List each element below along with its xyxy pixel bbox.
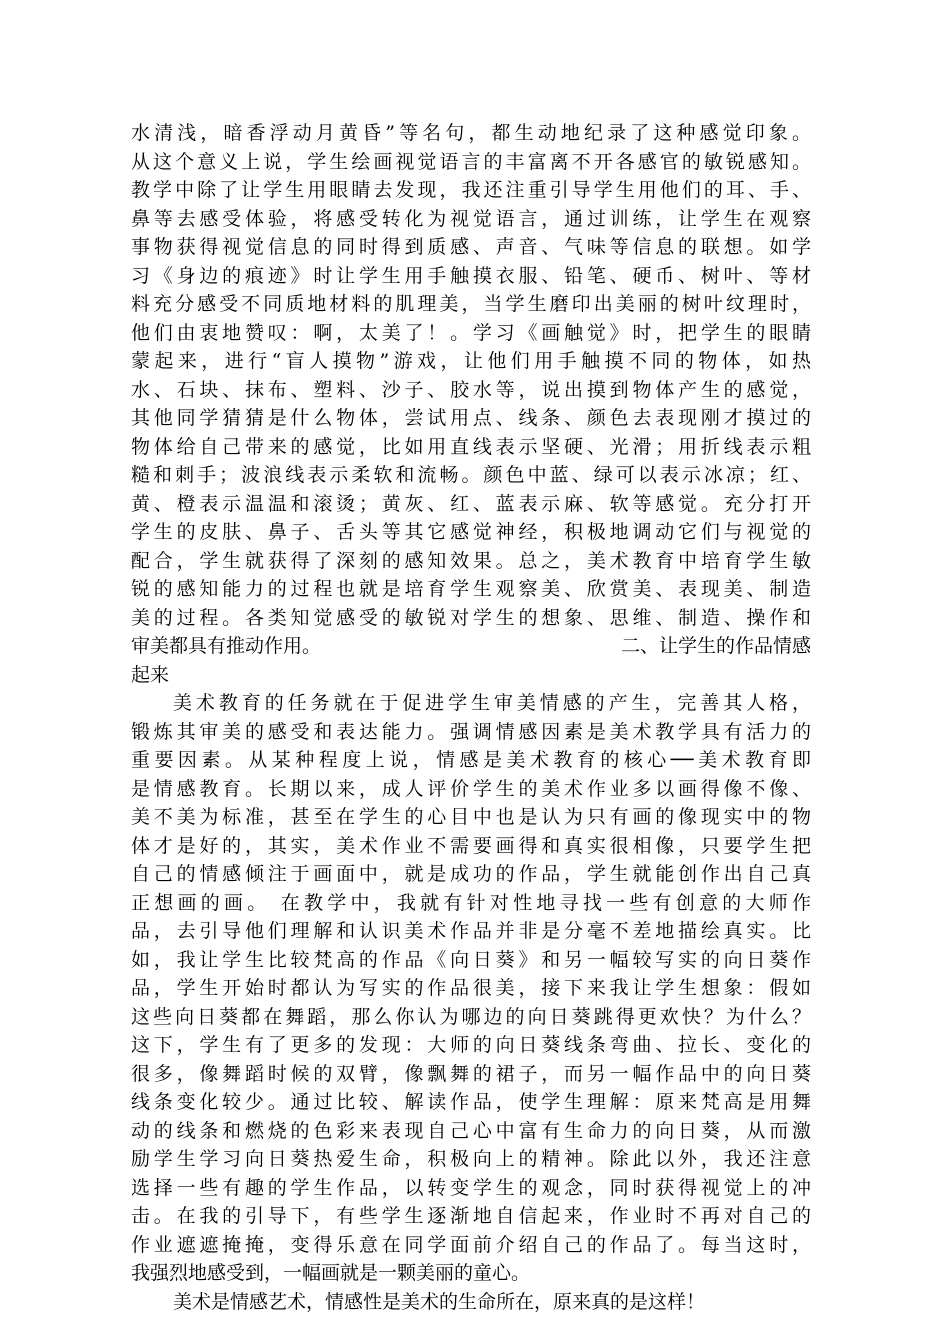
- paragraph-start: 美术教育的任务就在于促进学生审美情感的产生，完善其人格，: [173, 692, 811, 714]
- text-line: 配合，学生就获得了深刻的感知效果。总之，美术教育中培育学生敏: [131, 549, 811, 572]
- text-line: 这些向日葵都在舞蹈，那么你认为哪边的向日葵跳得更欢快？为什么？: [131, 1005, 811, 1028]
- text-line: 重要因素。从某种程度上说，情感是美术教育的核心──美术教育即: [131, 749, 811, 771]
- text-line: 很多，像舞蹈时候的双臂，像飘舞的裙子，而另一幅作品中的向日葵: [131, 1062, 811, 1085]
- text-line: 品，去引导他们理解和认识美术作品并非是分毫不差地描绘真实。比: [131, 920, 811, 942]
- text-line: 蒙起来，进行“盲人摸物”游戏，让他们用手触摸不同的物体，如热: [131, 350, 811, 372]
- text-line-with-heading: [131, 632, 811, 661]
- text-line: 作业遮遮掩掩，变得乐意在同学面前介绍自己的作品了。每当这时，: [131, 1233, 811, 1256]
- text-line: 教学中除了让学生用眼睛去发现，我还注重引导学生用他们的耳、手、: [131, 179, 811, 201]
- section-heading-end: 起来: [131, 663, 170, 686]
- closing-paragraph: 美术是情感艺术，情感性是美术的生命所在，原来真的是这样！: [173, 1290, 706, 1313]
- text-line: 励学生学习向日葵热爱生命，积极向上的精神。除此以外，我还注意: [131, 1148, 811, 1170]
- text-line: 锐的感知能力的过程也就是培育学生观察美、欣赏美、表现美、制造: [131, 578, 811, 600]
- text-line: 锻炼其审美的感受和表达能力。强调情感因素是美术教学具有活力的: [131, 720, 811, 743]
- text-line: 自己的情感倾注于画面中，就是成功的作品，学生就能创作出自己真: [131, 863, 811, 885]
- text-line: 动的线条和燃烧的色彩来表现自己心中富有生命力的向日葵，从而激: [131, 1119, 811, 1142]
- text-line: 这下，学生有了更多的发现：大师的向日葵线条弯曲、拉长、变化的: [131, 1034, 811, 1056]
- section-heading: 二、让学生的作品情感: [620, 635, 811, 657]
- text-line: 线条变化较少。通过比较、解读作品，使学生理解：原来梵高是用舞: [131, 1091, 811, 1113]
- text-line: 正想画的画。 在教学中，我就有针对性地寻找一些有创意的大师作: [131, 891, 811, 914]
- text-line: 是情感教育。长期以来，成人评价学生的美术作业多以画得像不像、: [131, 777, 811, 800]
- text-line: 事物获得视觉信息的同时得到质感、声音、气味等信息的联想。如学: [131, 236, 811, 258]
- text-line: 美的过程。各类知觉感受的敏锐对学生的想象、思维、制造、操作和: [131, 606, 811, 629]
- text-line: 品，学生开始时都认为写实的作品很美，接下来我让学生想象：假如: [131, 977, 811, 999]
- text-line: 选择一些有趣的学生作品，以转变学生的观念，同时获得视觉上的冲: [131, 1176, 811, 1199]
- text-line: 水清浅，暗香浮动月黄昏”等名句，都生动地纪录了这种感觉印象。: [131, 122, 811, 144]
- text-line: 他们由衷地赞叹：啊，太美了！。学习《画触觉》时，把学生的眼睛: [131, 321, 811, 344]
- text-line: 体才是好的，其实，美术作业不需要画得和真实很相像，只要学生把: [131, 834, 811, 857]
- text-line: 物体给自己带来的感觉，比如用直线表示坚硬、光滑；用折线表示粗: [131, 435, 811, 458]
- text-line: 鼻等去感受体验，将感受转化为视觉语言，通过训练，让学生在观察: [131, 207, 811, 230]
- paragraph-end: 审美都具有推动作用。: [131, 635, 322, 657]
- text-line: 习《身边的痕迹》时让学生用手触摸衣服、铅笔、硬币、树叶、等材: [131, 264, 811, 287]
- text-line: 美不美为标准，甚至在学生的心目中也是认为只有画的像现实中的物: [131, 806, 811, 828]
- text-line: 学生的皮肤、鼻子、舌头等其它感觉神经，积极地调动它们与视觉的: [131, 521, 811, 543]
- body-text: [131, 119, 811, 1316]
- text-line: 料充分感受不同质地材料的肌理美，当学生磨印出美丽的树叶纹理时，: [131, 293, 811, 315]
- text-line: 水、石块、抹布、塑料、沙子、胶水等，说出摸到物体产生的感觉，: [131, 378, 811, 401]
- text-line: 黄、橙表示温温和滚烫；黄灰、红、蓝表示麻、软等感觉。充分打开: [131, 492, 811, 515]
- text-line: 其他同学猜猜是什么物体，尝试用点、线条、颜色去表现刚才摸过的: [131, 407, 811, 429]
- text-line: 击。在我的引导下，有些学生逐渐地自信起来，作业时不再对自己的: [131, 1205, 811, 1227]
- text-line: 糙和刺手；波浪线表示柔软和流畅。颜色中蓝、绿可以表示冰凉；红、: [131, 464, 811, 486]
- text-line: 从这个意义上说，学生绘画视觉语言的丰富离不开各感官的敏锐感知。: [131, 150, 811, 173]
- paragraph-end: 我强烈地感受到，一幅画就是一颗美丽的童心。: [131, 1262, 531, 1284]
- text-line: 如，我让学生比较梵高的作品《向日葵》和另一幅较写实的向日葵作: [131, 948, 811, 971]
